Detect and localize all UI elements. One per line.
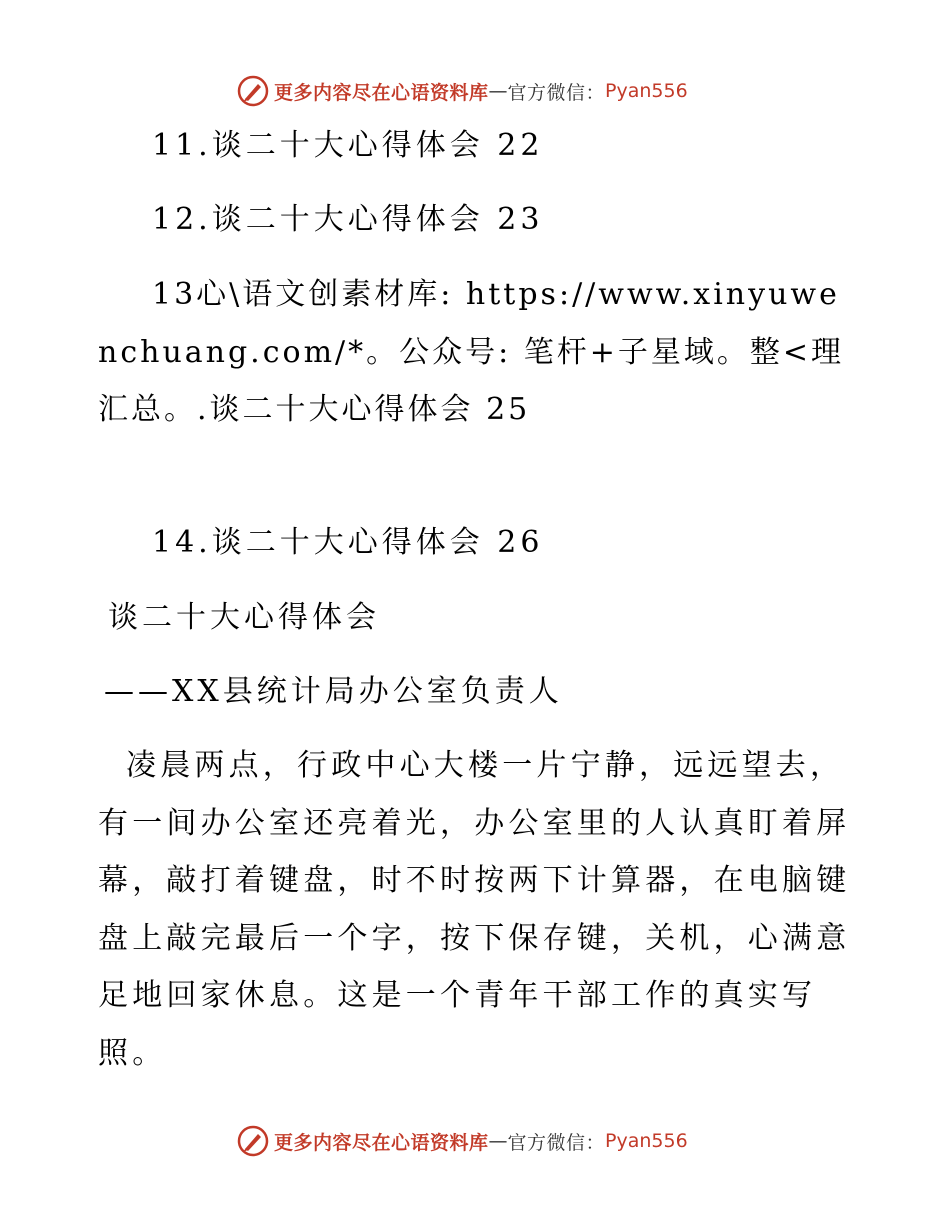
watermark-dash: — <box>488 1130 508 1152</box>
watermark-text: 更多内容尽在心语资料库 <box>274 1131 489 1154</box>
toc-item-11: 11.谈二十大心得体会 22 <box>152 128 544 163</box>
watermark-wechat-id: Pyan556 <box>605 80 688 102</box>
footer-watermark <box>236 1124 688 1158</box>
watermark-label: 官方微信： <box>507 81 606 104</box>
watermark-wechat-id: Pyan556 <box>605 1130 688 1152</box>
pen-logo-icon <box>236 1124 270 1158</box>
pen-logo-icon <box>236 74 270 108</box>
watermark-text: 更多内容尽在心语资料库 <box>274 81 489 104</box>
article-author: ——XX县统计局办公室负责人 <box>104 674 563 709</box>
article-paragraph: 凌晨两点，行政中心大楼一片宁静，远远望去，有一间办公室还亮着光，办公室里的人认真盯着屏幕，敲打着键盘，时不时按两下计算器，在电脑键盘上敲完最后一个字，按下保存键，关机，心满意足地回家休息。这是一个青年干部工作的真实写照。 <box>98 748 851 1071</box>
toc-item-14: 14.谈二十大心得体会 26 <box>152 525 544 560</box>
header-watermark <box>236 74 688 108</box>
article-title: 谈二十大心得体会 <box>108 600 380 635</box>
watermark-label: 官方微信： <box>507 1131 606 1154</box>
toc-item-12: 12.谈二十大心得体会 23 <box>152 202 544 237</box>
toc-item-13: 13心\语文创素材库: https://www.xinyuwenchuang.com/*。公众号: 笔杆+子星域。整<理汇总。.谈二十大心得体会 25 <box>98 277 845 427</box>
watermark-dash: — <box>488 80 508 102</box>
